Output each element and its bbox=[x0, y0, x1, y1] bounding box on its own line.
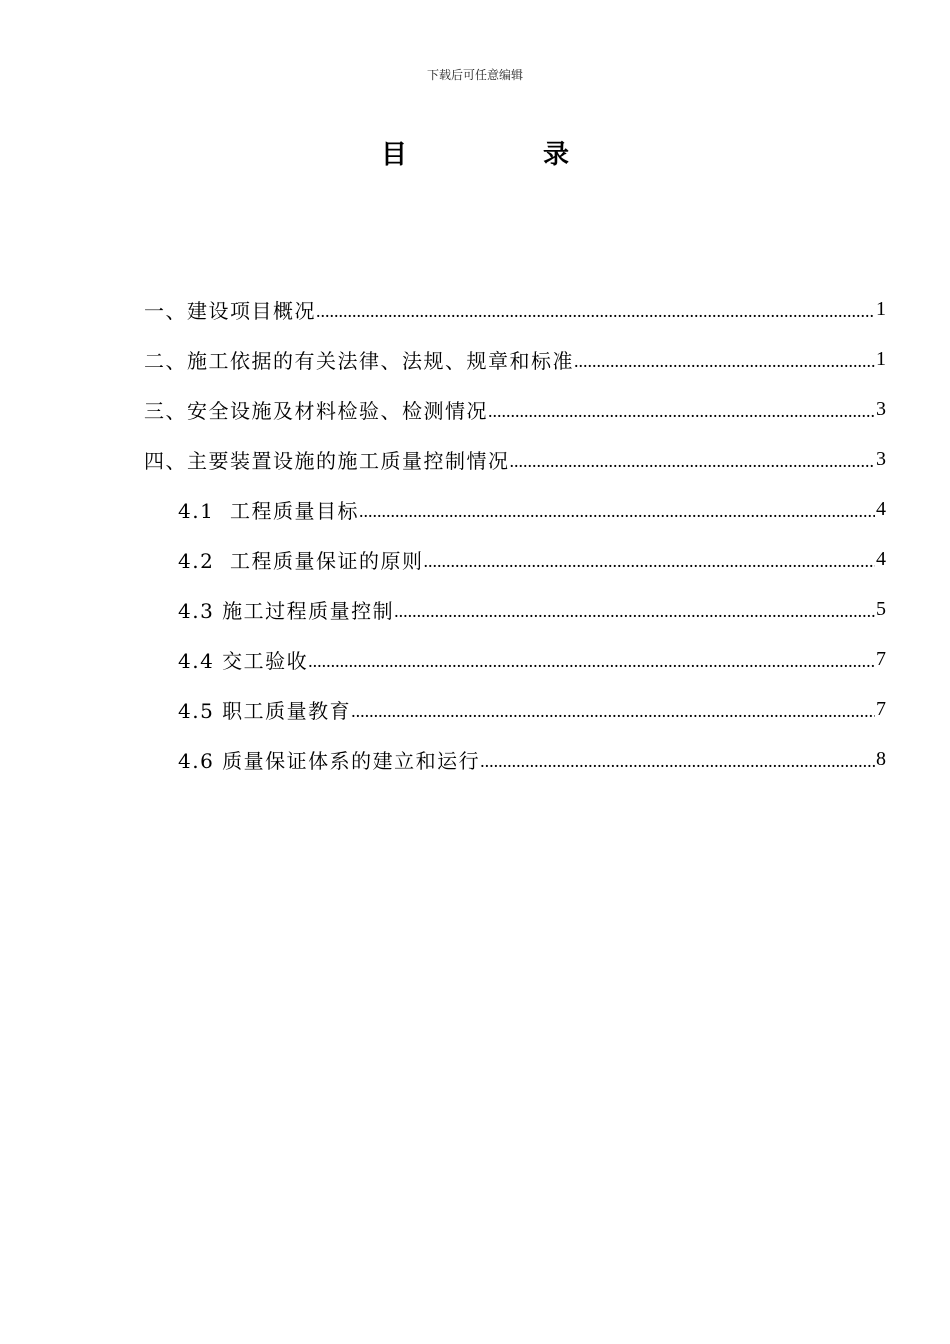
toc-entry-page: 7 bbox=[876, 647, 886, 670]
toc-entry-text: 4.1 工程质量目标 bbox=[178, 498, 360, 523]
toc-leader-dots bbox=[574, 351, 875, 372]
toc-leader-dots bbox=[308, 651, 875, 672]
toc-entry-text: 二、施工依据的有关法律、法规、规章和标准 bbox=[144, 348, 574, 373]
toc-subentry[interactable] bbox=[144, 734, 886, 784]
toc-leader-dots bbox=[424, 551, 875, 572]
toc-leader-dots bbox=[510, 451, 876, 472]
toc-entry-page: 3 bbox=[876, 447, 886, 470]
toc-title-char-2: 录 bbox=[543, 140, 570, 170]
toc-entry-text: 4.2 工程质量保证的原则 bbox=[178, 548, 424, 573]
toc-entry[interactable] bbox=[144, 334, 886, 384]
toc-leader-dots bbox=[488, 401, 875, 422]
toc-leader-dots bbox=[394, 601, 875, 622]
toc-leader-dots bbox=[480, 751, 875, 772]
toc-leader-dots bbox=[359, 501, 875, 522]
toc-subentry[interactable] bbox=[144, 484, 886, 534]
toc-entry-page: 4 bbox=[876, 497, 886, 520]
toc-entry-page: 7 bbox=[876, 697, 886, 720]
toc-entry-page: 1 bbox=[876, 347, 886, 370]
toc-entry-text: 4.6 质量保证体系的建立和运行 bbox=[178, 748, 481, 773]
toc-title bbox=[0, 134, 950, 171]
toc-entry-text: 4.5 职工质量教育 bbox=[178, 698, 352, 723]
toc-entry-page: 1 bbox=[876, 297, 886, 320]
toc-entry[interactable] bbox=[144, 384, 886, 434]
toc-entry-page: 5 bbox=[876, 597, 886, 620]
toc-title-char-1: 目 bbox=[380, 140, 407, 170]
header-note: 下载后可任意编辑 bbox=[426, 68, 523, 82]
toc-subentry[interactable] bbox=[144, 634, 886, 684]
toc-entry-page: 4 bbox=[876, 547, 886, 570]
toc-entry-page: 8 bbox=[876, 747, 886, 770]
toc-title-spacer bbox=[407, 134, 543, 171]
toc-subentry[interactable] bbox=[144, 534, 886, 584]
toc-subentry[interactable] bbox=[144, 684, 886, 734]
toc-list bbox=[144, 284, 886, 784]
toc-entry-text: 4.3 施工过程质量控制 bbox=[178, 598, 395, 623]
toc-entry[interactable] bbox=[144, 434, 886, 484]
toc-leader-dots bbox=[316, 301, 875, 322]
toc-entry-text: 四、主要装置设施的施工质量控制情况 bbox=[144, 448, 510, 473]
toc-leader-dots bbox=[351, 701, 875, 722]
toc-entry[interactable] bbox=[144, 284, 886, 334]
toc-entry-page: 3 bbox=[876, 397, 886, 420]
toc-entry-text: 一、建设项目概况 bbox=[144, 298, 316, 323]
toc-subentry[interactable] bbox=[144, 584, 886, 634]
toc-entry-text: 4.4 交工验收 bbox=[178, 648, 309, 673]
toc-entry-text: 三、安全设施及材料检验、检测情况 bbox=[144, 398, 488, 423]
